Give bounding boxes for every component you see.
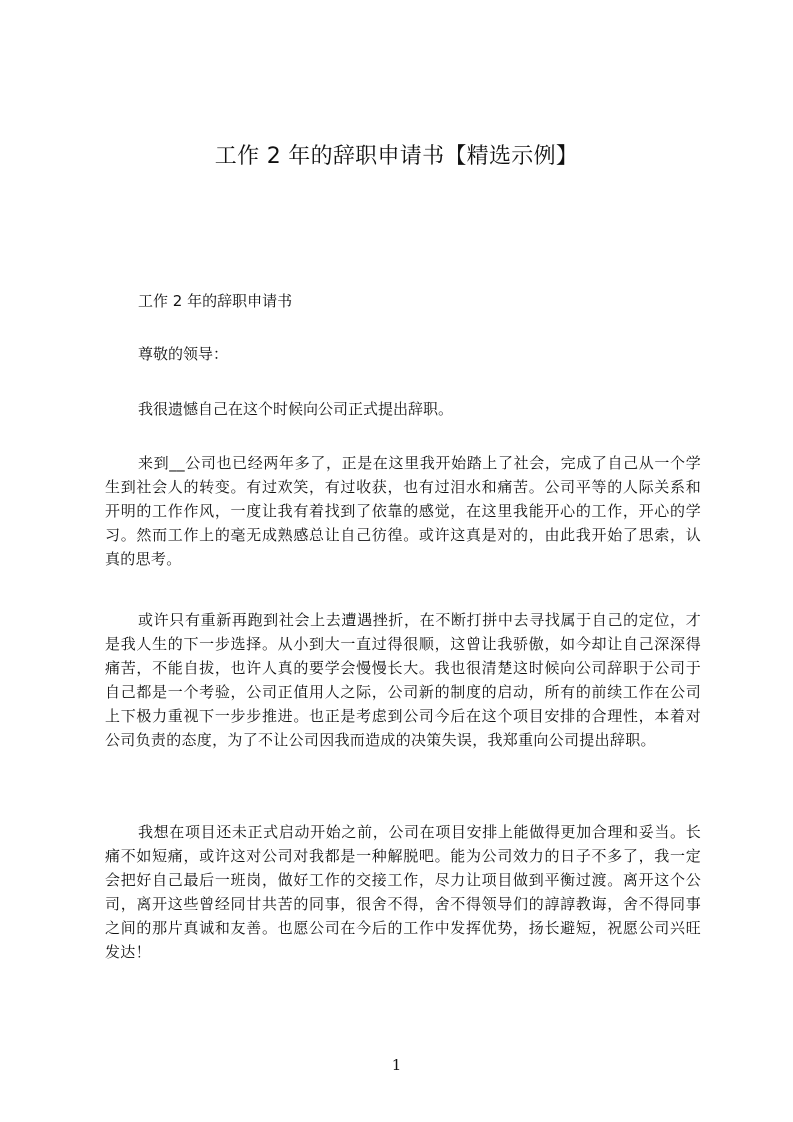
letter-heading: 工作 2 年的辞职申请书 xyxy=(138,292,293,310)
page-number: 1 xyxy=(391,1056,402,1074)
document-title: 工作 2 年的辞职申请书【精选示例】 xyxy=(214,144,579,169)
body-paragraph-2: 或许只有重新再跑到社会上去遭遇挫折，在不断打拼中去寻找属于自己的定位，才是我人生的下一步选择。从小到大一直过得很顺，这曾让我骄傲，如今却让自己深深得痛苦，不能自拔，也许人真的要学会慢慢长大。我也很清楚这时候向公司辞职于公司于自己都是一个考验，公司正值用人之际，公司新的制度的启动，所有的前续工作在公司上下极力重视下一步步推进。也正是考虑到公司今后在这个项目安排的合理性，本着对公司负责的态度，为了不让公司因我而造成的决策失误，我郑重向公司提出辞职。 xyxy=(105,611,701,749)
salutation: 尊敬的领导： xyxy=(138,345,229,363)
body-paragraph-1: 来到__公司也已经两年多了，正是在这里我开始踏上了社会，完成了自己从一个学生到社会人的转变。有过欢笑，有过收获，也有过泪水和痛苦。公司平等的人际关系和开明的工作作风，一度让我有着找到了依靠的感觉，在这里我能开心的工作，开心的学习。然而工作上的毫无成熟感总让自己彷徨。或许这真是对的，由此我开始了思索，认真的思考。 xyxy=(105,454,701,568)
body-paragraph-3: 我想在项目还未正式启动开始之前，公司在项目安排上能做得更加合理和妥当。长痛不如短痛，或许这对公司对我都是一种解脱吧。能为公司效力的日子不多了，我一定会把好自己最后一班岗，做好工作的交接工作，尽力让项目做到平衡过渡。离开这个公司，离开这些曾经同甘共苦的同事，很舍不得，舍不得领导们的諄諄教诲，舍不得同事之间的那片真诚和友善。也愿公司在今后的工作中发挥优势，扬长避短，祝愿公司兴旺发达！ xyxy=(105,823,701,961)
opening-line: 我很遗憾自己在这个时候向公司正式提出辞职。 xyxy=(138,400,454,418)
